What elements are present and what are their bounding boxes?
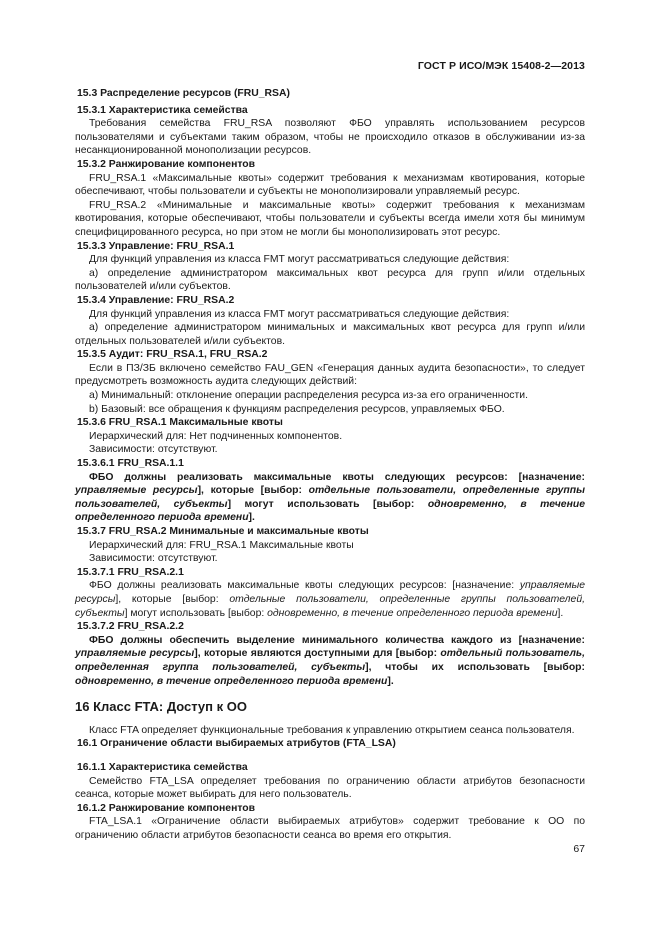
paragraph: Иерархический для: FRU_RSA.1 Максимальные квоты	[89, 539, 354, 551]
list-item: b) Базовый: все обращения к функциям распределения ресурсов, управляемых ФБО.	[89, 403, 505, 415]
list-item: a) определение администратором минимальных и максимальных квот ресурса для групп и/или отдельных пользователей и/или субъектов.	[75, 322, 585, 347]
paragraph: Иерархический для: Нет подчиненных компонентов.	[89, 430, 343, 442]
requirement-text: ФБО должны реализовать максимальные квоты следующих ресурсов: [назначение: управляемые ресурсы], которые [выбор: отдельные пользователи, определенные группы пользователей, субъекты] могут использовать [выбор: одновременно, в течение определенного периода времени].	[75, 580, 585, 619]
paragraph: Для функций управления из класса FMT могут рассматриваться следующие действия:	[89, 308, 510, 320]
requirement-text: ФБО должны реализовать максимальные квоты следующих ресурсов: [назначение: управляемые ресурсы], которые [выбор: отдельные пользователи, определенные группы пользователей, субъекты] могут использовать [выбор: одновременно, в течение определенного периода времени].	[75, 471, 585, 524]
subsection-heading: 16.1.1 Характеристика семейства	[77, 761, 248, 773]
subsection-heading: 15.3.1 Характеристика семейства	[77, 104, 248, 116]
paragraph: Для функций управления из класса FMT могут рассматриваться следующие действия:	[89, 254, 510, 266]
paragraph: Если в ПЗ/ЗБ включено семейство FAU_GEN «Генерация данных аудита безопасности», то следует предусмотреть возможность аудита следующих действий:	[75, 362, 585, 388]
subsection-heading: 15.3.2 Ранжирование компонентов	[77, 158, 256, 170]
subsection-heading: 15.3.6.1 FRU_RSA.1.1	[77, 458, 184, 470]
subsection-heading: 15.3.7.1 FRU_RSA.2.1	[77, 566, 184, 578]
document-header: ГОСТ Р ИСО/МЭК 15408-2—2013	[417, 60, 585, 72]
section-heading: 16.1 Ограничение области выбираемых атрибутов (FTA_LSA)	[77, 738, 396, 750]
chapter-heading: 16 Класс FTA: Доступ к ОО	[75, 699, 247, 715]
subsection-heading: 15.3.6 FRU_RSA.1 Максимальные квоты	[77, 417, 283, 429]
requirement-text: ФБО должны обеспечить выделение минимального количества каждого из [назначение: управляемые ресурсы], которые являются доступными для [выбор: отдельный пользователь, определенная группа пользователей, субъекты], чтобы их использовать [выбор: одновременно, в течение определенного периода времени].	[75, 634, 585, 687]
list-item: a) определение администратором максимальных квот ресурса для групп и/или отдельных пользователей и/или субъектов.	[75, 267, 585, 293]
subsection-heading: 15.3.5 Аудит: FRU_RSA.1, FRU_RSA.2	[77, 349, 268, 361]
paragraph: FRU_RSA.2 «Минимальные и максимальные квоты» содержит требования к механизмам квотирования, которые обеспечивают, чтобы пользователи и субъекты всегда имели хотя бы минимум специфицированного ресурса, но при этом не могли бы монополизировать этот ресурс.	[75, 199, 585, 238]
subsection-heading: 15.3.7.2 FRU_RSA.2.2	[77, 621, 184, 633]
subsection-heading: 15.3.7 FRU_RSA.2 Минимальные и максимальные квоты	[77, 526, 369, 537]
paragraph: Требования семейства FRU_RSA позволяют ФБО управлять использованием ресурсов пользователями и субъектами таким образом, чтобы не происходило отказов в обслуживании из-за несанкционированной монополизации ресурсов.	[75, 118, 585, 157]
subsection-heading: 15.3.3 Управление: FRU_RSA.1	[77, 240, 235, 252]
paragraph: Зависимости: отсутствуют.	[89, 444, 218, 456]
subsection-heading: 15.3.4 Управление: FRU_RSA.2	[77, 294, 235, 306]
paragraph: Семейство FTA_LSA определяет требования по ограничению области атрибутов безопасности сеанса, которые может выбирать для него пользователь.	[75, 775, 585, 801]
list-item: a) Минимальный: отклонение операции распределения ресурса из-за его ограниченности.	[89, 390, 528, 402]
paragraph: FRU_RSA.1 «Максимальные квоты» содержит требования к механизмам квотирования, которые обеспечивают, чтобы пользователи и субъекты не монополизировали управляемый ресурс.	[75, 172, 585, 198]
subsection-heading: 16.1.2 Ранжирование компонентов	[77, 802, 256, 814]
paragraph: Зависимости: отсутствуют.	[89, 553, 218, 565]
document-body	[75, 87, 585, 842]
paragraph: Класс FTA определяет функциональные требования к управлению открытием сеанса пользователя.	[89, 724, 575, 736]
section-heading: 15.3 Распределение ресурсов (FRU_RSA)	[77, 88, 290, 99]
paragraph: FTA_LSA.1 «Ограничение области выбираемых атрибутов» содержит требование к ОО по ограничению области атрибутов безопасности сеанса во время его открытия.	[75, 816, 585, 841]
page-number: 67	[573, 843, 585, 855]
